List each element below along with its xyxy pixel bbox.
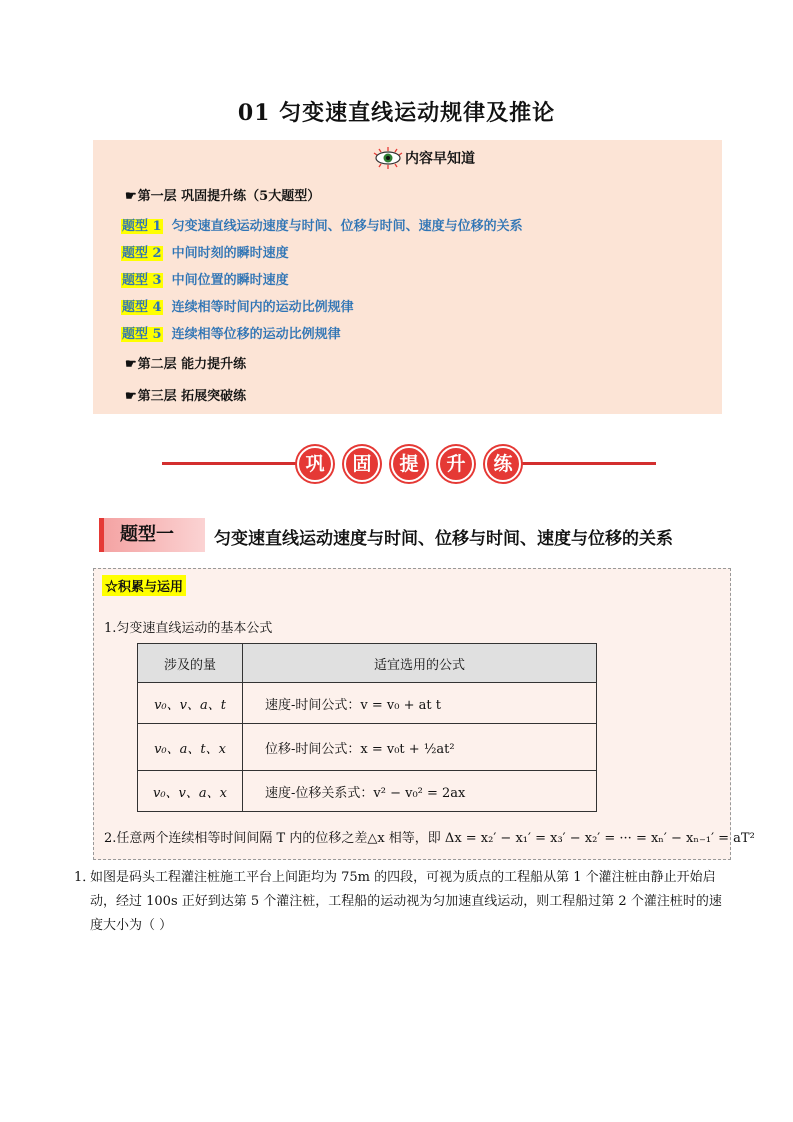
- topic-item-3[interactable]: [121, 269, 289, 288]
- table-header: 涉及的量: [138, 644, 243, 683]
- table-cell-vars: v₀、v、a、x: [138, 771, 243, 812]
- accumulate-paragraph-1: 1.匀变速直线运动的基本公式: [104, 621, 273, 636]
- accumulate-heading: ☆积累与运用: [102, 575, 186, 596]
- accumulate-paragraph-2: 2.任意两个连续相等时间间隔 T 内的位移之差△x 相等，即 Δx = x₂′ − x₁′ = x₃′ − x₂′ = ··· = xₙ′ − xₙ₋₁′ = aT²: [104, 831, 755, 846]
- topic-text: 中间时刻的瞬时速度: [171, 246, 289, 261]
- topic-tag: 题型 2: [122, 246, 162, 261]
- formula-table: [137, 643, 597, 812]
- section-banner: [162, 446, 656, 482]
- table-cell-formula: 位移-时间公式：x = v₀t + ½at²: [243, 724, 597, 771]
- pointing-hand-icon: ☛: [125, 389, 137, 404]
- pointing-hand-icon: ☛: [125, 357, 137, 372]
- topic-item-4[interactable]: [121, 296, 354, 315]
- table-row: [138, 724, 597, 771]
- overview-heading: [373, 147, 475, 169]
- banner-char: 固: [344, 446, 380, 482]
- level-1-item: ☛第一层 巩固提升练（5大题型）: [125, 189, 321, 204]
- banner-char: 练: [485, 446, 521, 482]
- type-label: 题型一: [99, 518, 205, 552]
- overview-heading-text: 内容早知道: [405, 151, 475, 167]
- topic-tag: 题型 1: [122, 219, 162, 234]
- table-header-row: [138, 644, 597, 683]
- banner-char: 巩: [297, 446, 333, 482]
- table-row: [138, 683, 597, 724]
- topic-item-5[interactable]: [121, 323, 341, 342]
- banner-line-left: [162, 462, 297, 465]
- question-text: 如图是码头工程灌注桩施工平台上间距均为 75m 的四段，可视为质点的工程船从第 1 个灌注桩由静止开始启动，经过 100s 正好到达第 5 个灌注桩，工程船的运动视为匀加速直线运动，则工程船过第 2 个灌注桩时的速度大小为（ ）: [90, 870, 722, 933]
- table-cell-formula: 速度-位移关系式：v² − v₀² = 2ax: [243, 771, 597, 812]
- topic-tag: 题型 3: [122, 273, 162, 288]
- table-cell-vars: v₀、a、t、x: [138, 724, 243, 771]
- banner-char: 提: [391, 446, 427, 482]
- table-cell-vars: v₀、v、a、t: [138, 683, 243, 724]
- topic-text: 中间位置的瞬时速度: [171, 273, 289, 288]
- topic-item-2[interactable]: [121, 242, 289, 261]
- eye-icon: [373, 147, 403, 169]
- topic-text: 匀变速直线运动速度与时间、位移与时间、速度与位移的关系: [171, 219, 523, 234]
- topic-text: 连续相等位移的运动比例规律: [171, 327, 341, 342]
- question-number: 1．: [74, 870, 96, 885]
- page-title: 01 匀变速直线运动规律及推论: [237, 100, 556, 126]
- content-overview-box: [93, 140, 722, 414]
- accumulate-box: [93, 568, 755, 860]
- level-2-item: ☛第二层 能力提升练: [125, 357, 247, 372]
- topic-tag: 题型 5: [122, 327, 162, 342]
- topic-tag: 题型 4: [122, 300, 162, 315]
- table-header: 适宜选用的公式: [243, 644, 597, 683]
- banner-line-right: [517, 462, 656, 465]
- banner-char: 升: [438, 446, 474, 482]
- type-title: 匀变速直线运动速度与时间、位移与时间、速度与位移的关系: [214, 529, 673, 549]
- topic-item-1[interactable]: [121, 215, 523, 234]
- topic-text: 连续相等时间内的运动比例规律: [171, 300, 354, 315]
- level-3-item: ☛第三层 拓展突破练: [125, 389, 247, 404]
- table-cell-formula: 速度-时间公式：v = v₀ + at t: [243, 683, 597, 724]
- banner-chars: [297, 446, 521, 482]
- table-row: [138, 771, 597, 812]
- pointing-hand-icon: ☛: [125, 189, 137, 204]
- question-1: [74, 866, 728, 938]
